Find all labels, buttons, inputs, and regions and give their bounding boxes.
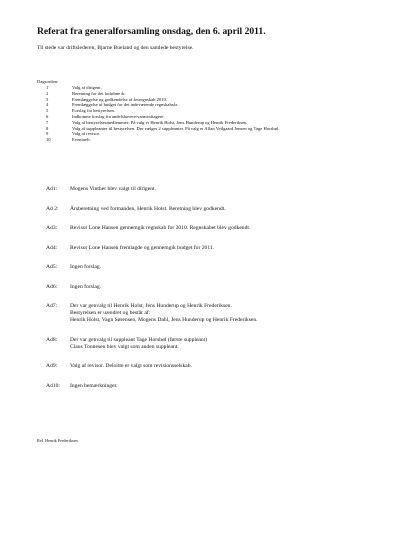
document-title: Referat fra generalforsamling onsdag, den 6. april 2011. bbox=[37, 26, 266, 37]
minute-item bbox=[46, 225, 376, 232]
minute-item-label: Ad9: bbox=[46, 363, 58, 369]
minute-item bbox=[46, 383, 376, 390]
agenda-item-number: 10 bbox=[46, 137, 51, 143]
agenda-item-text: Valg af suppleanter til bestyrelsen. Der vælges 2 suppleanter. På valg er Allan Veilgaard Jensen og Tage Horsbøl. bbox=[72, 125, 280, 131]
minute-item-line: Bestyrelsen er uændret og består af: bbox=[70, 310, 151, 316]
minutes-list bbox=[46, 186, 376, 402]
minute-item-line: Der var genvalg til suppleant Tage Horsbøl (første suppleant) bbox=[70, 336, 208, 343]
agenda-label: Dagsorden: bbox=[37, 79, 59, 84]
agenda-item-text: Beretning for det forløbne år. bbox=[72, 90, 126, 96]
signature: Ref. Henrik Frederiksen bbox=[37, 438, 78, 443]
minute-item bbox=[46, 245, 376, 252]
agenda-item-text: Valg af revisor. bbox=[72, 131, 100, 137]
agenda-item-text: Valg af bestyrelsesmedlemmer: På valg er Henrik Holst, Jens Hunderup og Henrik Frederiksen. bbox=[72, 119, 248, 125]
agenda-item-text: Valg af dirigent. bbox=[72, 85, 102, 90]
attendance-text: Til stede var driftslederen, Bjarne Bueland og den samlede bestyrelse. bbox=[37, 45, 194, 51]
minute-item-label: Ad10: bbox=[46, 382, 60, 389]
agenda-item-number: 5 bbox=[46, 108, 49, 114]
minute-item-label: Ad1: bbox=[46, 186, 58, 192]
minute-item-text bbox=[70, 363, 192, 370]
minute-item-text bbox=[70, 186, 156, 193]
minute-item bbox=[46, 264, 376, 271]
minute-item-label: Ad5: bbox=[46, 264, 58, 270]
minute-item-label: Ad4: bbox=[46, 244, 58, 251]
minute-item-line: Der var genvalg til Henrik Holst, Jens Hunderup og Henrik Frederiksen. bbox=[70, 303, 232, 309]
minute-item-line: Revisor Lone Hansen gennemgik regnskab for 2010. Regnskabet blev godkendt. bbox=[70, 225, 251, 231]
agenda-item-number: 2 bbox=[46, 90, 49, 96]
minute-item-line: Revisor Lone Hansen fremlagde og gennemgik budget for 2011. bbox=[70, 244, 215, 251]
minute-item-label: Ad3: bbox=[46, 225, 58, 231]
minute-item-line: Årsberetning ved formanden, Henrik Holst. Beretning blev godkendt. bbox=[70, 205, 226, 212]
agenda-item-text: Fremlæggelse af budget for det indeværende regnskabsår. bbox=[72, 102, 179, 108]
agenda-item-number: 8 bbox=[46, 125, 49, 131]
minute-item-line: Valg af revisor. Deloitte er valgt som revisionsselskab. bbox=[70, 363, 192, 369]
minute-item-label: Ad8: bbox=[46, 336, 58, 343]
minute-item-text bbox=[70, 264, 101, 271]
agenda-item-text: Forslag fra bestyrelsen. bbox=[72, 108, 115, 114]
agenda-item-number: 9 bbox=[46, 131, 49, 137]
minute-item-line: Claus Tonnesen blev valgt som anden suppleant. bbox=[70, 343, 179, 350]
minute-item bbox=[46, 206, 376, 213]
minute-item-line: Ingen forslag. bbox=[70, 283, 102, 290]
minute-item-line: Henrik Holst, Vagn Sørensen, Mogens Dahl, Jens Hunderup og Henrik Frederiksen. bbox=[70, 317, 258, 323]
minute-item bbox=[46, 186, 376, 193]
minute-item-label: Ad7: bbox=[46, 303, 58, 309]
agenda-list bbox=[46, 85, 279, 143]
agenda-item bbox=[46, 137, 279, 143]
agenda-item-text: Indkomne forslag fra andelshavere/varmeaftagere. bbox=[72, 113, 165, 119]
minute-item-text bbox=[70, 245, 214, 252]
minute-item-text bbox=[70, 383, 118, 390]
agenda-item-number: 3 bbox=[46, 96, 49, 102]
minute-item-text bbox=[70, 337, 207, 351]
minute-item-line: Ingen forslag. bbox=[70, 264, 102, 270]
minute-item-label: Ad 2: bbox=[46, 205, 59, 212]
minute-item bbox=[46, 303, 376, 324]
agenda-item-text: Fremlæggelse og godkendelse af årsregnskab 2010. bbox=[72, 96, 167, 102]
agenda-item-number: 6 bbox=[46, 113, 49, 119]
agenda-item-number: 7 bbox=[46, 119, 49, 125]
minute-item-line: Ingen bemærkninger. bbox=[70, 382, 118, 389]
minute-item-text bbox=[70, 206, 226, 213]
minute-item-text bbox=[70, 303, 258, 324]
minute-item-text bbox=[70, 284, 101, 291]
agenda-item-number: 4 bbox=[46, 102, 49, 108]
minute-item-line: Mogens Vinther blev valgt til dirigent. bbox=[70, 186, 156, 192]
minute-item bbox=[46, 284, 376, 291]
minute-item-label: Ad6: bbox=[46, 283, 58, 290]
minute-item bbox=[46, 337, 376, 351]
minute-item bbox=[46, 363, 376, 370]
agenda-item-text: Eventuelt. bbox=[72, 137, 91, 143]
agenda-item-number: 1 bbox=[46, 85, 49, 90]
minute-item-text bbox=[70, 225, 250, 232]
